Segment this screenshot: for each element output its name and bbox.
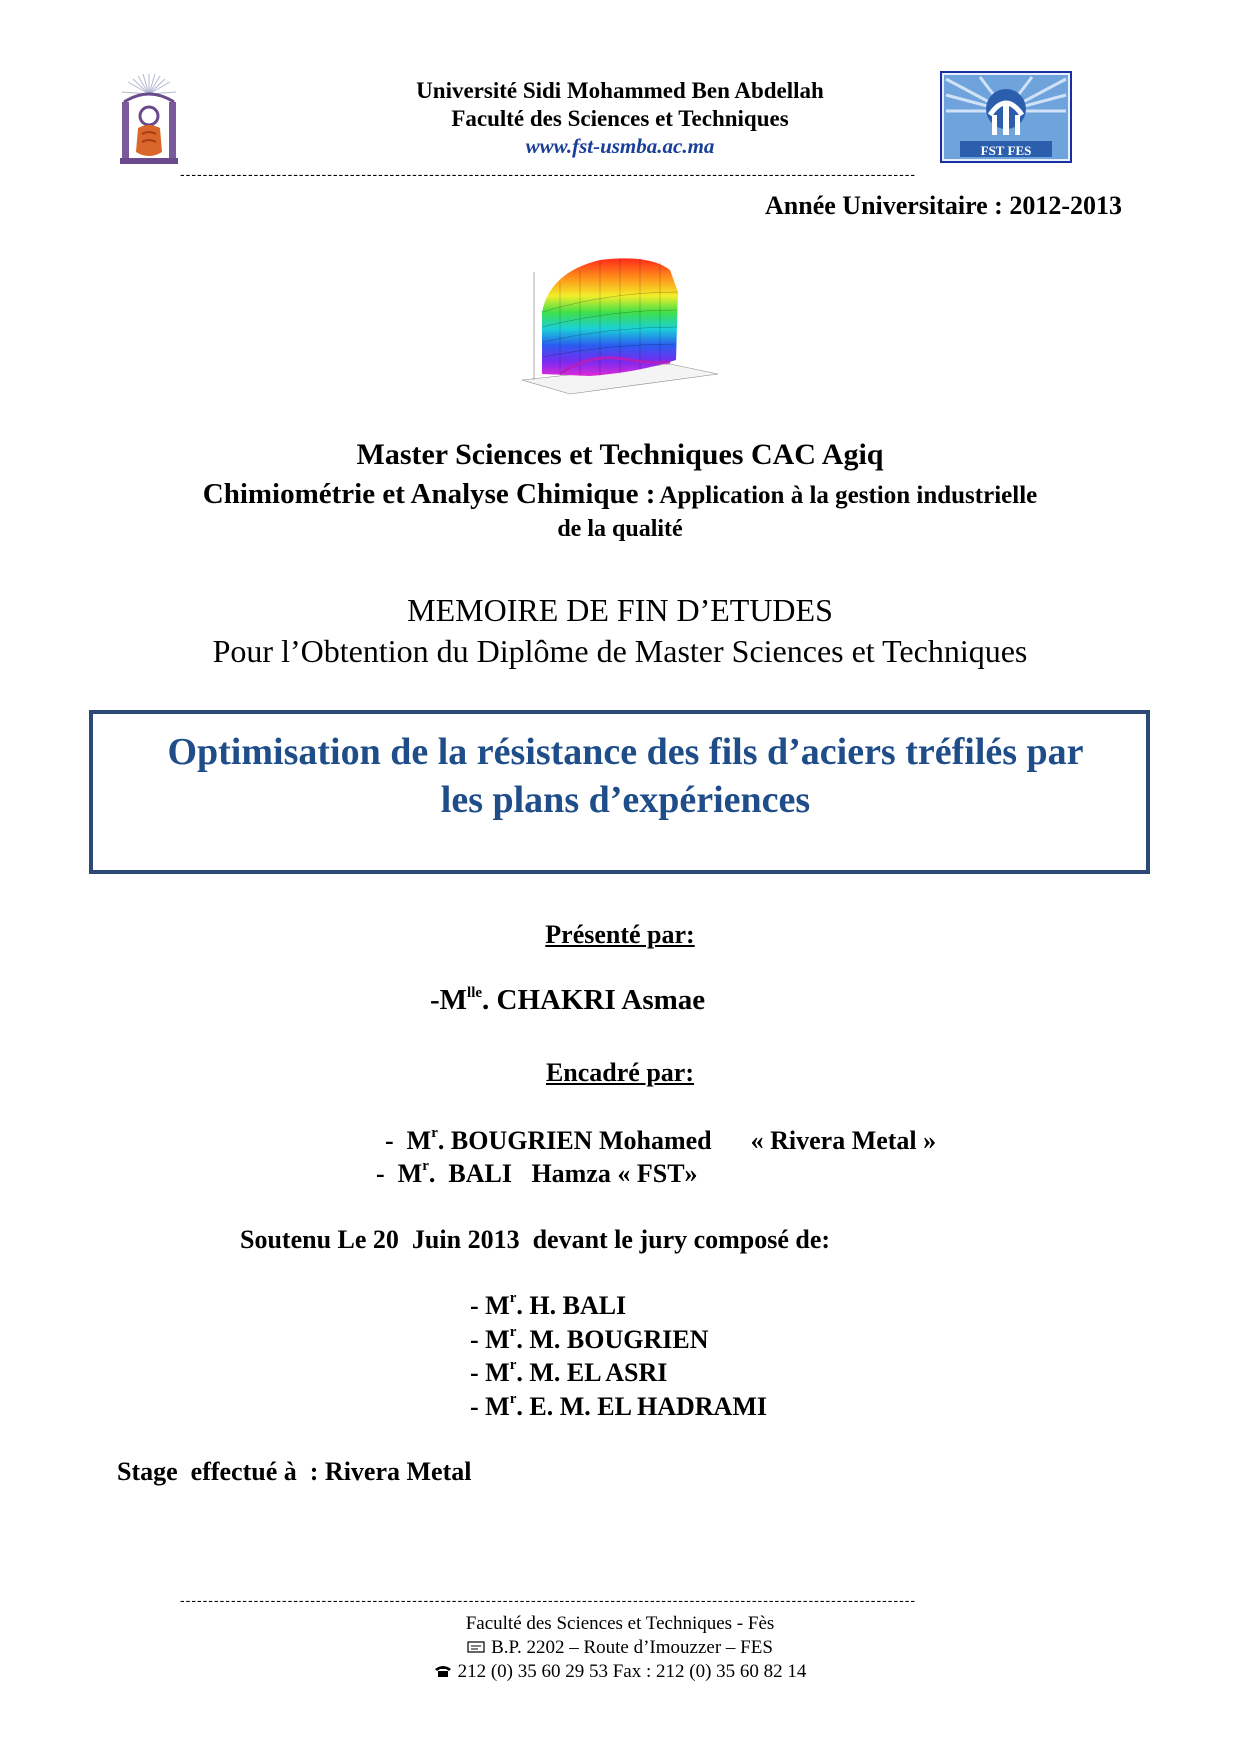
presented-by-label: Présenté par: bbox=[545, 920, 695, 949]
jury-prefix: - M bbox=[470, 1291, 510, 1320]
jury-sup: r bbox=[509, 1357, 517, 1373]
fst-fes-logo-label: FST FES bbox=[980, 143, 1032, 158]
jury-name: . M. EL ASRI bbox=[516, 1358, 668, 1387]
memoire-heading: MEMOIRE DE FIN D’ETUDES bbox=[407, 592, 833, 628]
supervised-by-label: Encadré par: bbox=[545, 1058, 695, 1087]
thesis-title-line2: les plans d’expériences bbox=[440, 779, 811, 821]
specialty-name: Chimiométrie et Analyse Chimique : bbox=[202, 478, 656, 510]
faculty-name: Faculté des Sciences et Techniques bbox=[451, 106, 789, 131]
jury-name: . H. BALI bbox=[516, 1291, 627, 1320]
footer-divider: ---------------------------------------------------------------------------------------------------------------------------------- bbox=[180, 1592, 917, 1608]
thesis-title bbox=[93, 728, 1146, 824]
footer-address-text: B.P. 2202 – Route d’Imouzzer – FES bbox=[491, 1637, 773, 1658]
diploma-line: Pour l’Obtention du Diplôme de Master Sciences et Techniques bbox=[212, 633, 1028, 669]
jury-member bbox=[470, 1391, 767, 1422]
supervisor-2-sup: r bbox=[422, 1158, 429, 1174]
thesis-title-box bbox=[89, 710, 1150, 874]
mailbox-icon bbox=[467, 1640, 485, 1654]
jury-sup: r bbox=[509, 1391, 517, 1407]
specialty-description: Application à la gestion industrielle bbox=[659, 482, 1038, 509]
jury-prefix: - M bbox=[470, 1392, 510, 1421]
supervisor-1-name: . BOUGRIEN Mohamed « Rivera Metal » bbox=[437, 1126, 937, 1155]
jury-member bbox=[470, 1290, 626, 1321]
jury-prefix: - M bbox=[470, 1325, 510, 1354]
footer-address bbox=[0, 1637, 1240, 1659]
supervisor-2-name: . BALI Hamza « FST» bbox=[428, 1159, 698, 1188]
supervisor-2 bbox=[376, 1158, 698, 1189]
supervisor-1-prefix: - M bbox=[385, 1126, 432, 1155]
program-specialty bbox=[0, 478, 1240, 511]
specialty-description-continued: de la qualité bbox=[557, 516, 683, 542]
telephone-icon bbox=[434, 1664, 452, 1678]
faculty-website[interactable]: www.fst-usmba.ac.ma bbox=[525, 134, 715, 158]
academic-year: Année Universitaire : 2012-2013 bbox=[765, 191, 1122, 220]
supervisor-1 bbox=[385, 1125, 936, 1156]
header-divider: ---------------------------------------------------------------------------------------------------------------------------------- bbox=[180, 166, 917, 182]
candidate-title-sup: lle bbox=[467, 985, 483, 1001]
candidate-prefix: -M bbox=[430, 984, 468, 1016]
supervisor-1-sup: r bbox=[431, 1125, 438, 1141]
footer-phone bbox=[0, 1661, 1240, 1683]
thesis-title-line1: Optimisation de la résistance des fils d’aciers tréfilés par bbox=[167, 731, 1084, 773]
footer-faculty: Faculté des Sciences et Techniques - Fès bbox=[465, 1613, 775, 1634]
university-name: Université Sidi Mohammed Ben Abdellah bbox=[416, 78, 824, 103]
master-program: Master Sciences et Techniques CAC Agiq bbox=[356, 438, 884, 471]
jury-sup: r bbox=[509, 1324, 517, 1340]
defense-statement: Soutenu Le 20 Juin 2013 devant le jury composé de: bbox=[240, 1225, 831, 1254]
jury-name: . E. M. EL HADRAMI bbox=[516, 1392, 767, 1421]
jury-prefix: - M bbox=[470, 1358, 510, 1387]
jury-member bbox=[470, 1357, 667, 1388]
jury-member bbox=[470, 1324, 709, 1355]
candidate-name bbox=[430, 984, 705, 1017]
jury-sup: r bbox=[509, 1290, 517, 1306]
internship-location: Stage effectué à : Rivera Metal bbox=[117, 1457, 472, 1486]
response-surface-illustration bbox=[520, 252, 720, 407]
jury-name: . M. BOUGRIEN bbox=[516, 1325, 709, 1354]
footer-phone-text: 212 (0) 35 60 29 53 Fax : 212 (0) 35 60 82 14 bbox=[457, 1661, 807, 1682]
candidate-fullname: . CHAKRI Asmae bbox=[482, 984, 706, 1016]
supervisor-2-prefix: - M bbox=[376, 1159, 423, 1188]
